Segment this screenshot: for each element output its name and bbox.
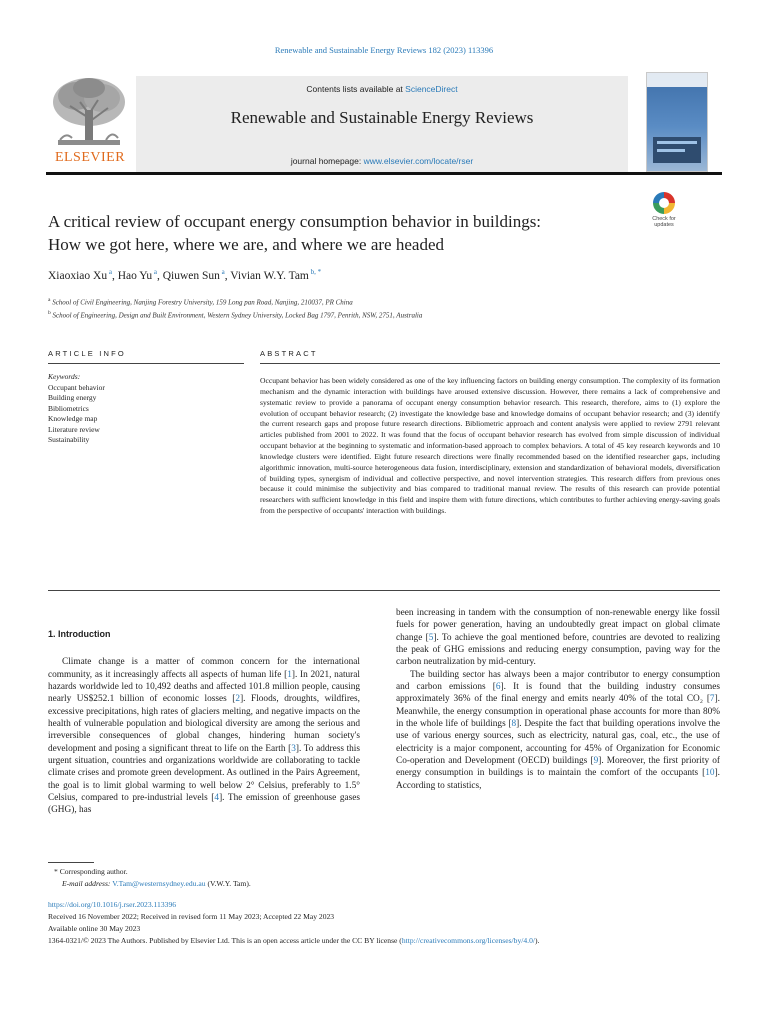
citation-link[interactable]: 10 (705, 768, 715, 779)
cover-strip (647, 73, 707, 87)
author-name[interactable]: Vivian W.Y. Tam (230, 269, 309, 282)
abstract-rule (260, 363, 720, 364)
corresponding-author-note: * Corresponding author. (54, 867, 128, 876)
author-name[interactable]: Qiuwen Sun (162, 269, 220, 282)
license-suffix: ). (534, 936, 540, 945)
check-updates-line-1: Check for (652, 216, 676, 222)
citation-link[interactable]: 9 (593, 756, 599, 767)
paragraph-text: ]. Moreover, the first priority of energy consumption in buildings is to maintain the comfort of the occupants [ (396, 756, 720, 779)
affiliation-mark: a (48, 297, 51, 303)
section-heading-introduction: 1. Introduction (48, 629, 111, 639)
footnote-rule (48, 862, 94, 863)
publication-info (48, 899, 728, 947)
journal-homepage-link[interactable]: www.elsevier.com/locate/rser (363, 156, 474, 166)
keywords-block (48, 372, 244, 446)
email-suffix: (V.W.Y. Tam). (205, 879, 251, 888)
body-column-left (48, 628, 360, 817)
citation-link[interactable]: 5 (428, 632, 434, 643)
paragraph-text: ]. Despite the fact that building operations involve the use of various energy sources, such as electricity, natural gas, coal, etc., the use of electricity is a major component, accounting for 45% of Organization for Economic Co-operation and Development (OECD) buildings [ (396, 719, 720, 767)
contents-line (136, 84, 628, 94)
tree-icon (46, 74, 132, 152)
cover-panel (653, 137, 701, 163)
affiliation-text: School of Engineering, Design and Built Environment, Western Sydney University, Locked Bag 1797, Penrith, NSW, 2751, Australia (52, 311, 423, 320)
email-label: E-mail address: (62, 879, 111, 888)
paragraph-text: ]. It is found that the building industry consumes approximately 36% of the final energy and emits nearly 40% of the total CO₂ [ (396, 682, 721, 705)
citation-link[interactable]: 2 (235, 694, 241, 705)
check-for-updates-button[interactable] (647, 192, 681, 232)
running-header[interactable]: Renewable and Sustainable Energy Reviews 182 (2023) 113396 (274, 45, 494, 55)
paragraph-text: ]. Floods, droughts, wildfires, excessive precipitations, high rates of glaciers melting, and negative impacts on the health of vulnerable population and biological diversity are among the serious and irreversible consequences of global changes, hindering human society's development and posing a significant threat to life on the Earth [ (48, 694, 360, 754)
keywords-label: Keywords: (48, 372, 81, 381)
affiliation-text: School of Civil Engineering, Nanjing Forestry University, 159 Long pan Road, Nanjing, 210037, PR China (52, 298, 353, 307)
author-affil-mark[interactable]: b, * (310, 268, 322, 276)
article-info-rule (48, 363, 244, 364)
paragraph-text: ]. Meanwhile, the energy consumption in operational phase accounts for more than 80% in the whole life of buildings [ (396, 694, 720, 730)
affiliations (48, 295, 688, 322)
author-affil-mark[interactable]: a (153, 268, 157, 276)
keyword-item: Sustainability (48, 435, 90, 444)
license-line (48, 935, 728, 947)
affiliation-item (48, 308, 688, 321)
author-email-link[interactable]: V.Tam@westernsydney.edu.au (112, 879, 206, 888)
elsevier-wordmark: ELSEVIER (54, 150, 126, 165)
citation-link[interactable]: 3 (291, 743, 296, 754)
paragraph-text: ]. The emission of greenhouse gases (GHG), has (48, 793, 360, 816)
keyword-item: Occupant behavior (48, 382, 105, 392)
citation-link[interactable]: 8 (511, 719, 517, 730)
journal-masthead (46, 70, 722, 176)
author-affil-mark[interactable]: a (108, 268, 112, 276)
journal-name: Renewable and Sustainable Energy Reviews (230, 108, 534, 127)
author-list: Xiaoxiao Xu $^a$, Hao Yu $^a$, Qiuwen Sun $^a$, Vivian W.Y. Tam $^{b, *}$ (48, 268, 322, 282)
citation-link[interactable]: 7 (709, 694, 715, 705)
received-dates: Received 16 November 2022; Received in revised form 11 May 2023; Accepted 22 May 2023 (48, 912, 335, 921)
license-link[interactable]: http://creativecommons.org/licenses/by/4.0/ (401, 936, 535, 945)
license-prefix: 1364-0321/© 2023 The Authors. Published by Elsevier Ltd. This is an open access article under the CC BY license ( (48, 936, 402, 945)
body-paragraph (48, 656, 360, 816)
homepage-prefix: journal homepage: (290, 156, 364, 166)
author-affil-mark[interactable]: a (221, 268, 225, 276)
title-line-2: How we got here, where we are, and where we are headed (48, 235, 444, 254)
homepage-line (136, 156, 628, 166)
sciencedirect-link[interactable]: ScienceDirect (405, 84, 458, 94)
paragraph-text: ]. In 2021, natural hazards worldwide led to 10,492 deaths and affected 101.8 million people, causing nearly US$252.1 billion of economic losses [ (48, 669, 360, 705)
check-updates-icon (653, 192, 675, 214)
online-date: Available online 30 May 2023 (48, 924, 141, 933)
author-name[interactable]: Xiaoxiao Xu (48, 269, 108, 282)
affiliation-item (48, 295, 688, 308)
abstract-heading: ABSTRACT (260, 349, 318, 358)
abstract-text: Occupant behavior has been widely considered as one of the key influencing factors on building energy consumption. The complexity of its formation mechanism and the dynamic interaction with buildings have aroused extensive discussion. However, there remains a lack of comprehensive and systematic review to provide a panorama of occupant energy consumption behavior research. This research, therefore, aims to (1) explore the evolution of occupant behavior research; (2) investigate the knowledge base and knowledge domains of occupant behavior research; and (3) identify the current research gaps and propose future research directions. Bibliometric approach and content analysis were applied to review 2791 relevant articles published from 2001 to 2022. It was found that the focus of occupant behavior research has evolved from simple discussion of individual occupant behavior at the beginning to systematic and information-based approach to complex behaviors. A total of 45 key research keywords and 10 knowledge clusters were identified. Eight future research directions were finally recommended based on the identified researcher gaps, including algorithmic innovation, multi-source heterogeneous data fusion, interdisciplinary, extension and standardization of behavioral models, diversification of building types, synergism of individual and collective perspective, and novel intervention strategies. This research differs from previous ones because it could minimise the subjectivity and bias compared to traditional manual review. The results of this research can provide potential researchers with sufficient knowledge in this field and inspire them with future directions, which contributes to further achieving energy-saving goals from the perspective of occupants' interaction with buildings. (260, 376, 720, 516)
paragraph-text: ]. According to statistics, (396, 768, 720, 791)
masthead-band (136, 76, 628, 172)
citation-link[interactable]: 4 (214, 793, 220, 804)
keyword-item: Literature review (48, 424, 100, 434)
journal-cover-thumbnail[interactable] (646, 72, 708, 172)
keyword-item: Bibliometrics (48, 403, 89, 413)
keyword-item: Knowledge map (48, 414, 98, 423)
paragraph-text: Climate change is a matter of common concern for the international community, as it increasingly affects all aspects of human life [ (48, 657, 360, 680)
body-paragraph (396, 669, 720, 792)
body-column-right (396, 607, 720, 792)
doi-link[interactable]: https://doi.org/10.1016/j.rser.2023.113396 (48, 900, 177, 909)
keyword-item: Building energy (48, 393, 97, 402)
title-line-1: A critical review of occupant energy consumption behavior in buildings: (48, 212, 542, 231)
paper-title (48, 210, 638, 256)
citation-link[interactable]: 1 (287, 669, 292, 680)
affiliation-mark: b (48, 310, 51, 317)
body-paragraph (396, 607, 720, 669)
check-updates-line-2: updates (654, 222, 674, 228)
paragraph-text: ]. To achieve the goal mentioned before, countries are devoted to realizing the peak of GHG emissions and reducing energy consumption, paving way for the carbon neutralization by mid-century. (396, 632, 720, 668)
check-updates-label (647, 216, 681, 228)
author-name[interactable]: Hao Yu (117, 269, 153, 282)
masthead-rule (46, 172, 722, 175)
paragraph-text: been increasing in tandem with the consumption of non-renewable energy like fossil fuels for power generation, having an undoubtedly great impact on global climate change [ (396, 608, 720, 643)
footnote (48, 866, 448, 890)
paragraph-text: The building sector has always been a major contributor to energy consumption and carbon emissions [ (396, 669, 720, 693)
paragraph-text: ]. To address this urgent situation, countries and organizations worldwide are collaborating to tackle climate crises and promote green development. As outlined in the Pairs Agreement, the goal is to limit global warming to well below 2° Celsius, preferably to 1.5° Celsius, compared to pre-industrial levels [ (48, 743, 361, 804)
email-line (48, 878, 448, 890)
citation-link[interactable]: 6 (495, 682, 501, 693)
abstract-bottom-rule (48, 590, 720, 591)
article-info-heading: ARTICLE INFO (48, 349, 126, 358)
contents-prefix: Contents lists available at (306, 84, 406, 94)
